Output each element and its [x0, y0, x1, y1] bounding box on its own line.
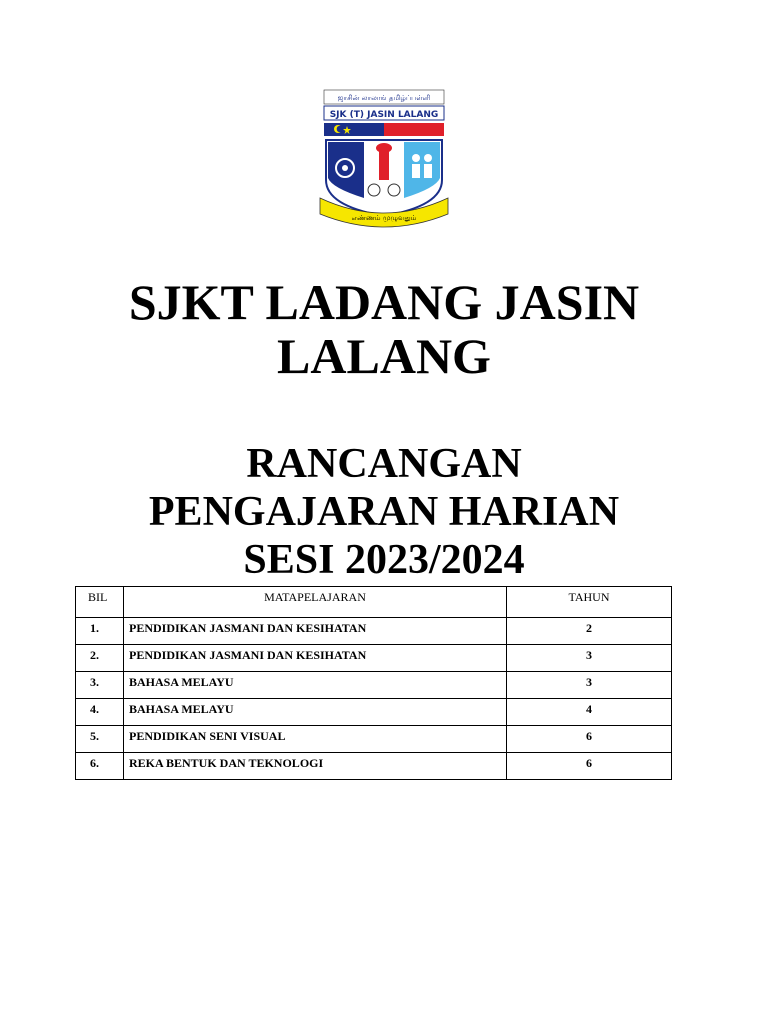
school-logo — [318, 88, 450, 228]
row-subject: BAHASA MELAYU — [124, 672, 507, 699]
school-name-line-2: LALANG — [277, 328, 491, 384]
row-subject: REKA BENTUK DAN TEKNOLOGI — [124, 753, 507, 780]
logo-name-text: SJK (T) JASIN LALANG — [329, 110, 439, 120]
table-row — [76, 645, 672, 672]
header-bil: BIL — [76, 587, 124, 618]
row-bil: 6. — [76, 753, 124, 780]
row-year: 3 — [507, 672, 672, 699]
table-header-row — [76, 587, 672, 618]
row-bil: 5. — [76, 726, 124, 753]
subjects-table — [75, 586, 672, 780]
title-line-1: RANCANGAN — [246, 441, 522, 487]
document-title — [0, 440, 768, 584]
row-year: 4 — [507, 699, 672, 726]
school-crest-emblem — [318, 88, 450, 228]
row-bil: 1. — [76, 618, 124, 645]
table-row — [76, 672, 672, 699]
school-name-heading — [0, 275, 768, 383]
table-row — [76, 618, 672, 645]
logo-motto-text: எண்ணம் முழுவதும் — [351, 214, 417, 222]
row-bil: 4. — [76, 699, 124, 726]
logo-top-text: ஜாசின் லாலாங் தமிழ்ப்பள்ளி — [337, 94, 431, 102]
row-bil: 2. — [76, 645, 124, 672]
row-year: 2 — [507, 618, 672, 645]
row-subject: PENDIDIKAN SENI VISUAL — [124, 726, 507, 753]
row-bil: 3. — [76, 672, 124, 699]
school-name-line-1: SJKT LADANG JASIN — [128, 274, 640, 330]
row-subject: PENDIDIKAN JASMANI DAN KESIHATAN — [124, 618, 507, 645]
header-year: TAHUN — [507, 587, 672, 618]
row-year: 6 — [507, 753, 672, 780]
title-line-2: PENGAJARAN HARIAN — [148, 489, 620, 535]
table-row — [76, 699, 672, 726]
row-subject: PENDIDIKAN JASMANI DAN KESIHATAN — [124, 645, 507, 672]
row-year: 3 — [507, 645, 672, 672]
header-subject: MATAPELAJARAN — [124, 587, 507, 618]
table-row — [76, 753, 672, 780]
table-row — [76, 726, 672, 753]
row-subject: BAHASA MELAYU — [124, 699, 507, 726]
title-line-3: SESI 2023/2024 — [243, 537, 525, 583]
row-year: 6 — [507, 726, 672, 753]
